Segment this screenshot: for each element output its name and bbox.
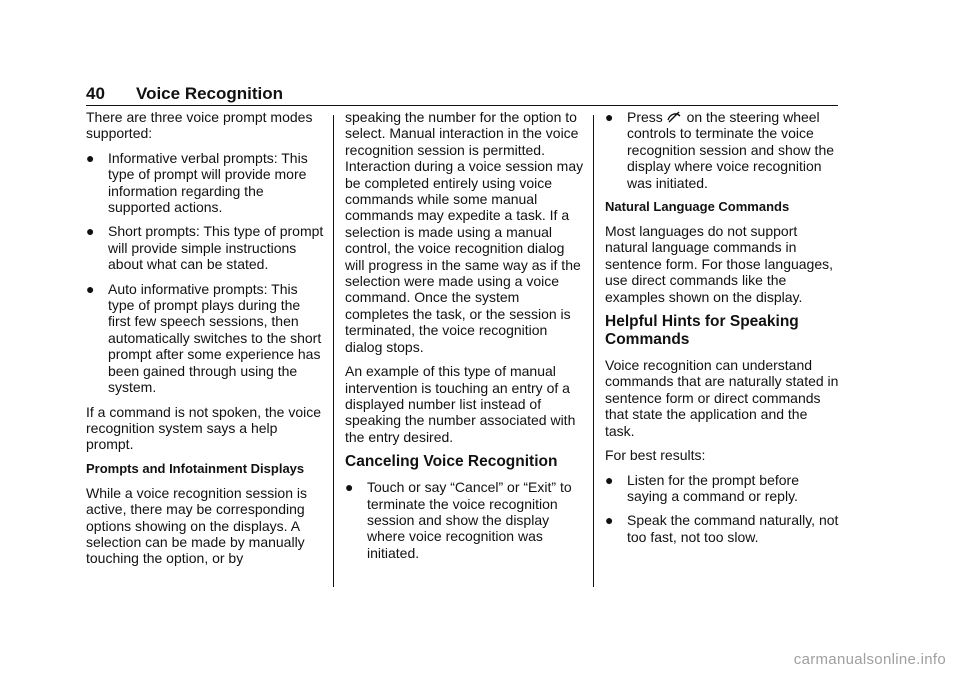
example-paragraph: An example of this type of manual intervention is touching an entry of a displayed number list instead of speaking the number associated with the entry desired.: [345, 363, 576, 445]
chapter-title: Voice Recognition: [136, 84, 284, 103]
page-header: [86, 84, 838, 106]
bullet-mark: ●: [86, 280, 95, 297]
bullet-mark: ●: [605, 471, 614, 488]
list-item: [345, 479, 585, 561]
list-item: [605, 512, 840, 545]
column-3: [605, 109, 840, 553]
bullet-mark: ●: [605, 512, 614, 529]
bullet-mark: ●: [86, 223, 95, 240]
press-label: Press: [627, 109, 663, 125]
continued-paragraph: speaking the number for the option to select. Manual interaction in the voice recognition session is permitted. Interaction during a voice session may be completed entirely using voice commands while some manual commands may expedite a task. If a selection is made using a manual control, the voice recognition dialog will progress in the same way as if the selection were made using a voice command. Once the system completes the task, or the session is terminated, the voice recognition dialog stops.: [345, 109, 584, 355]
list-item: [605, 472, 840, 505]
bullet-mark: ●: [345, 479, 354, 496]
list-item: [86, 223, 326, 272]
intro-paragraph: There are three voice prompt modes supported:: [86, 109, 313, 142]
best-results-label: For best results:: [605, 447, 706, 464]
column-divider: [593, 115, 594, 587]
watermark: carmanualsonline.info: [793, 651, 946, 668]
list-item-text: Touch or say “Cancel” or “Exit” to terminate the voice recognition session and show the display where voice recognition was initiated.: [367, 479, 572, 561]
displays-paragraph: While a voice recognition session is active, there may be corresponding options showing on the displays. A selection can be made by manually touching the option, or by: [86, 484, 307, 567]
subheading-natural-language: Natural Language Commands: [605, 199, 790, 215]
section-title-helpful-hints: Helpful Hints for Speaking Commands: [605, 313, 799, 349]
subheading-prompts-displays: Prompts and Infotainment Displays: [86, 460, 305, 476]
press-text: on the steering wheel controls to terminate the voice recognition session and show the display where voice recognition was initiated.: [627, 109, 835, 191]
natural-language-paragraph: Most languages do not support natural language commands in sentence form. For those languages, use direct commands like the examples shown on the display.: [605, 223, 834, 305]
list-item: [605, 109, 840, 191]
list-item-text: Listen for the prompt before saying a command or reply.: [627, 471, 799, 504]
end-voice-call-icon: [667, 111, 681, 123]
list-item-text: Informative verbal prompts: This type of prompt will provide more information regarding the supported actions.: [108, 149, 308, 216]
bullet-mark: ●: [86, 149, 95, 166]
column-1: [86, 109, 326, 575]
bullet-mark: ●: [605, 109, 614, 125]
column-divider: [333, 115, 334, 587]
list-item: [86, 281, 326, 396]
column-2: [345, 109, 585, 569]
help-prompt-paragraph: If a command is not spoken, the voice recognition system says a help prompt.: [86, 403, 322, 453]
list-item-text: Speak the command naturally, not too fast, not too slow.: [627, 512, 839, 545]
hints-paragraph: Voice recognition can understand commands that are naturally stated in sentence form or direct commands that state the application and the task.: [605, 357, 839, 439]
list-item-text: Auto informative prompts: This type of prompt plays during the first few speech sessions, then automatically switches to the short prompt after some experience has been gained through using the system.: [108, 280, 322, 396]
page-number: 40: [86, 84, 105, 103]
list-item: [86, 150, 326, 216]
section-title-canceling: Canceling Voice Recognition: [345, 453, 558, 471]
list-item-text: Short prompts: This type of prompt will provide simple instructions about what can be stated.: [108, 223, 324, 273]
